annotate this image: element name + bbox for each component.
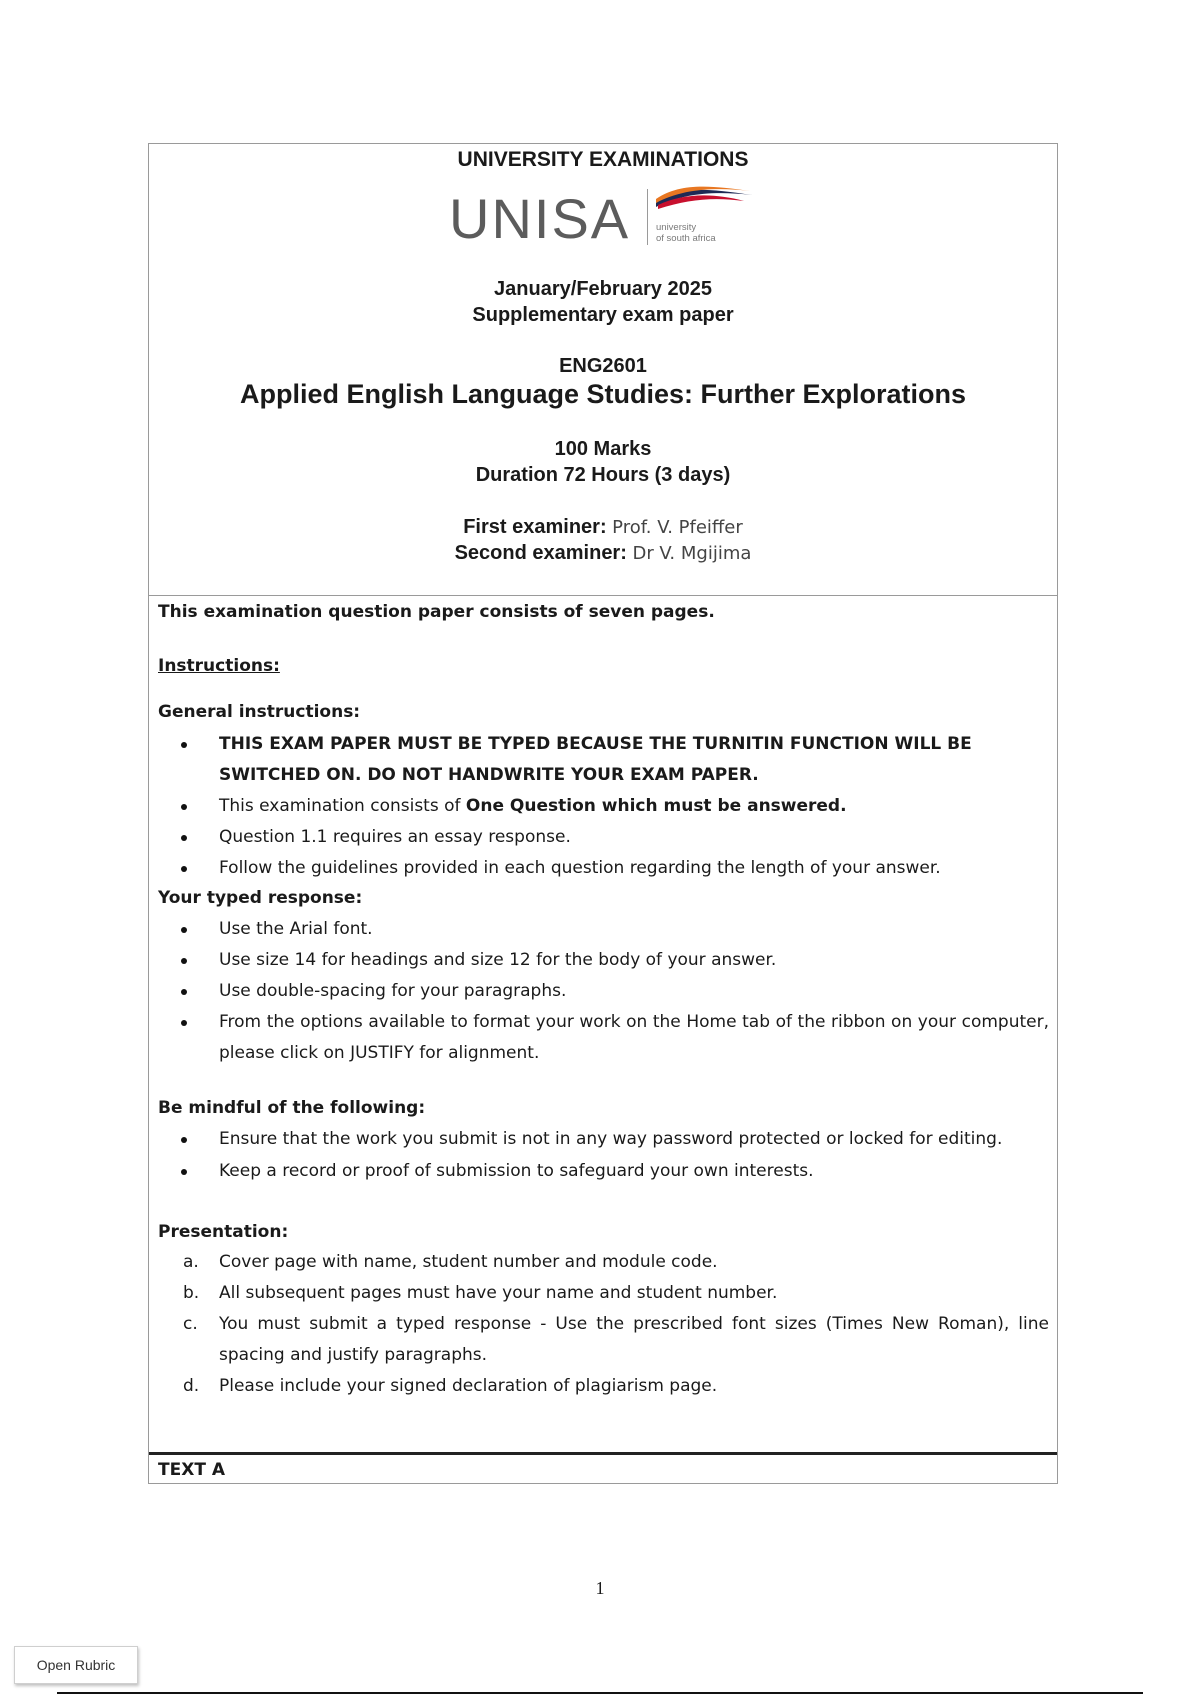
- list-item: a. Cover page with name, student number and module code.: [183, 1252, 718, 1272]
- list-item: From the options available to format your work on the Home tab of the ribbon on your computer, please click on JUSTIFY for alignment.: [219, 1007, 1049, 1069]
- exam-date: January/February 2025: [494, 278, 712, 300]
- course-title: Applied English Language Studies: Further Explorations: [239, 379, 967, 409]
- list-item: b. All subsequent pages must have your name and student number.: [183, 1283, 778, 1303]
- list-item: Use double-spacing for your paragraphs.: [219, 976, 1049, 1007]
- list-item: Follow the guidelines provided in each question regarding the length of your answer.: [219, 853, 1049, 884]
- first-examiner-label: First examiner:: [463, 516, 607, 538]
- second-examiner-label: Second examiner:: [454, 542, 627, 564]
- logo-divider: [647, 189, 648, 245]
- list-item: Question 1.1 requires an essay response.: [219, 822, 1049, 853]
- list-item: THIS EXAM PAPER MUST BE TYPED BECAUSE THE TURNITIN FUNCTION WILL BE SWITCHED ON. DO NOT HANDWRITE YOUR EXAM PAPER.: [219, 729, 1049, 791]
- first-examiner-name: Prof. V. Pfeiffer: [612, 517, 743, 538]
- list-item: Use size 14 for headings and size 12 for the body of your answer.: [219, 945, 1049, 976]
- typed-response-heading: Your typed response:: [158, 888, 363, 908]
- presentation-heading: Presentation:: [158, 1222, 289, 1242]
- general-instructions-heading: General instructions:: [158, 702, 361, 722]
- exam-cover-box: [148, 143, 1058, 1484]
- list-item: d. Please include your signed declaration of plagiarism page.: [183, 1376, 718, 1396]
- list-item: Keep a record or proof of submission to safeguard your own interests.: [219, 1156, 1049, 1187]
- list-item: This examination consists of One Question which must be answered.: [219, 791, 1049, 822]
- paper-type: Supplementary exam paper: [472, 304, 734, 326]
- instructions-heading: Instructions:: [158, 656, 280, 676]
- exam-duration: Duration 72 Hours (3 days): [475, 464, 731, 486]
- module-code: ENG2601: [559, 355, 647, 377]
- first-examiner: [149, 516, 1057, 539]
- text-a-heading: [149, 1452, 1057, 1485]
- total-marks: 100 Marks: [554, 438, 652, 460]
- logo-subtext: university of south africa: [656, 222, 716, 244]
- instructions-section: [149, 595, 1057, 1452]
- unisa-logo: [449, 183, 769, 255]
- page-number: 1: [595, 1578, 605, 1598]
- bottom-divider: [57, 1692, 1143, 1694]
- exams-title: UNIVERSITY EXAMINATIONS: [457, 148, 749, 171]
- list-item: c. You must submit a typed response - Use the prescribed font sizes (Times New Roman), line spacing and justify paragraphs.: [183, 1314, 1049, 1365]
- unisa-swoosh-icon: [654, 185, 754, 217]
- second-examiner: [149, 542, 1057, 565]
- text-a-label: TEXT A: [158, 1460, 225, 1480]
- list-item: Ensure that the work you submit is not in any way password protected or locked for editing.: [219, 1124, 1049, 1155]
- second-examiner-name: Dr V. Mgijima: [632, 543, 752, 564]
- logo-wordmark: UNISA: [449, 187, 631, 250]
- list-item: Use the Arial font.: [219, 914, 1049, 945]
- page-count-note: This examination question paper consists of seven pages.: [158, 602, 715, 622]
- exam-header: [149, 144, 1057, 596]
- mindful-heading: Be mindful of the following:: [158, 1098, 426, 1118]
- open-rubric-button[interactable]: Open Rubric: [14, 1646, 138, 1684]
